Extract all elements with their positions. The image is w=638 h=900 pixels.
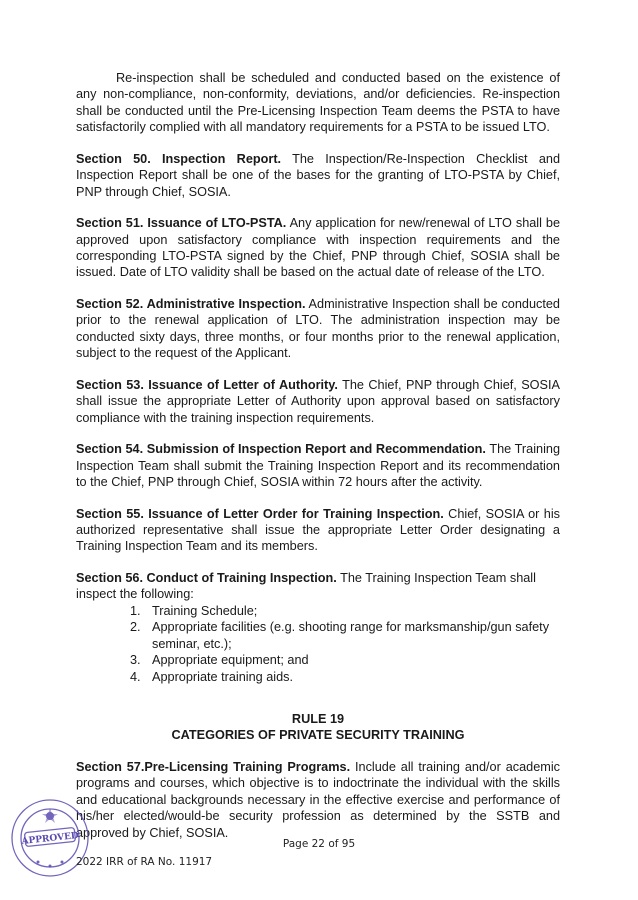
section-heading: Section 50. Inspection Report. xyxy=(76,151,282,166)
section-54 xyxy=(76,441,560,490)
page-number: Page 22 of 95 xyxy=(282,838,356,850)
document-body xyxy=(76,70,560,841)
rule-number: RULE 19 xyxy=(291,711,345,726)
list-item xyxy=(130,652,560,668)
section-heading: Section 57.Pre-Licensing Training Programs. xyxy=(76,759,351,774)
section-heading: Section 56. Conduct of Training Inspection. xyxy=(76,571,337,586)
list-number: 3. xyxy=(130,653,141,668)
section-heading: Section 52. Administrative Inspection. xyxy=(76,297,306,312)
list-text: Training Schedule; xyxy=(152,603,258,618)
section-heading: Section 53. Issuance of Letter of Authority. xyxy=(76,377,338,392)
rule-title: CATEGORIES OF PRIVATE SECURITY TRAINING xyxy=(171,728,465,743)
document-footer: 2022 IRR of RA No. 11917 xyxy=(76,856,213,868)
section-body: The Chief, PNP through Chief, SOSIA shall issue the appropriate Letter of Authority upon approval based on satisfactory compliance with the training inspection requirements. xyxy=(76,377,560,425)
section-53 xyxy=(76,377,560,426)
section-heading: Section 51. Issuance of LTO-PSTA. xyxy=(76,216,287,231)
section-heading: Section 55. Issuance of Letter Order for Training Inspection. xyxy=(76,506,444,521)
section-body: Administrative Inspection shall be conducted prior to the renewal application of LTO. The administration inspection may be conducted sixty days, three months, or four months prior to the renewal application, subject to the request of the Applicant. xyxy=(76,297,560,361)
section-heading: Section 54. Submission of Inspection Report and Recommendation. xyxy=(76,442,486,457)
list-item xyxy=(130,619,560,652)
list-text: Appropriate equipment; and xyxy=(152,653,309,668)
seal-text: APPROVED xyxy=(21,831,80,847)
list-item xyxy=(130,603,560,619)
section-52 xyxy=(76,296,560,362)
list-item xyxy=(130,669,560,685)
section-body: Any application for new/renewal of LTO shall be approved upon satisfactory compliance with inspection requirements and the corresponding LTO-PSTA signed by the Chief, PNP through Chief, SOSIA shall be issued. Date of LTO validity shall be based on the actual date of release of the LTO. xyxy=(76,216,560,280)
section-body: The Inspection/Re-Inspection Checklist and Inspection Report shall be one of the bases for the granting of LTO-PSTA by Chief, PNP through Chief, SOSIA. xyxy=(76,151,561,199)
list-number: 1. xyxy=(130,603,141,618)
section-body: Include all training and/or academic programs and courses, which objective is to indoctrinate the individual with the skills and educational backgrounds necessary in the effective exercise and performance of his/her elected/would-be security profession as determined by the SSTB and approved by Chief, SOSIA. xyxy=(76,759,560,840)
section-55 xyxy=(76,506,560,555)
section-body: The Training Inspection Team shall submit the Training Inspection Report and its recommendation to the Chief, PNP through Chief, SOSIA within 72 hours after the activity. xyxy=(76,442,560,490)
rule-heading xyxy=(76,711,560,744)
section-50 xyxy=(76,151,560,200)
list-text: Appropriate training aids. xyxy=(152,669,294,684)
list-number: 2. xyxy=(130,620,141,635)
section-57 xyxy=(76,759,560,841)
section-body: The Training Inspection Team shall inspect the following: xyxy=(76,571,536,602)
inspection-list xyxy=(76,603,560,685)
section-body: Chief, SOSIA or his authorized representative shall issue the appropriate Letter Order designating a Training Inspection Team and its members. xyxy=(76,506,561,554)
intro-paragraph: Re-inspection shall be scheduled and conducted based on the existence of any non-compliance, non-conformity, deviations, and/or deficiencies. Re-inspection shall be conducted until the Pre-Licensing Inspection Team deems the PSTA to have satisfactorily complied with all mandatory requirements for a PSTA to be issued LTO. xyxy=(76,71,560,135)
list-number: 4. xyxy=(130,669,141,684)
section-51 xyxy=(76,215,560,281)
section-56 xyxy=(76,570,560,603)
list-text: Appropriate facilities (e.g. shooting range for marksmanship/gun safety seminar, etc.); xyxy=(152,620,550,651)
